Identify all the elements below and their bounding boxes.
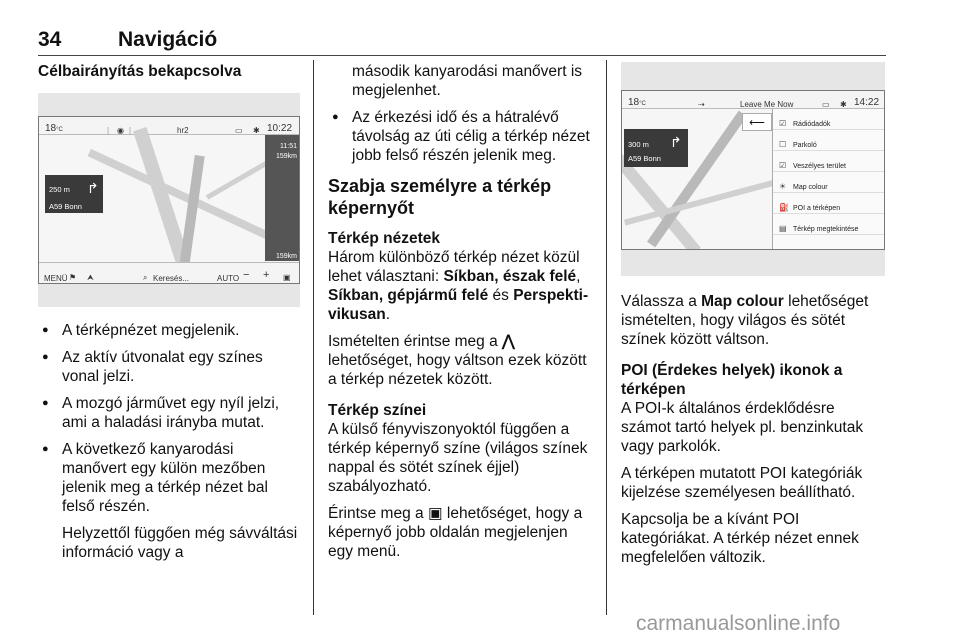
map-view-icon: ▤ [779, 224, 787, 233]
chapter-title: Navigáció [118, 28, 218, 51]
clock: 14:22 [854, 97, 880, 108]
text: és [488, 287, 514, 304]
text: . [385, 306, 391, 323]
paragraph: második kanyarodási manővert is megjelenhet. [352, 63, 583, 99]
text: lehetőséget, hogy a képernyő jobb oldalán megjelenjen egy menü. [328, 505, 583, 560]
temperature: 18 [628, 97, 640, 108]
turn-right-icon: ↱ [87, 180, 99, 196]
text: Három különböző térkép nézet közül lehet választani: [328, 249, 580, 285]
column-divider [606, 60, 607, 615]
bold-text: Map colour [701, 293, 784, 310]
flag-icon[interactable]: ⚑ [69, 273, 77, 282]
nav-screen [38, 116, 300, 284]
menu-item-danger-zone[interactable] [773, 151, 884, 172]
map-screenshot [38, 93, 300, 307]
paragraph: A POI-k általános érdeklődésre számot tartó helyek pl. benzinkutak vagy parkolók. [621, 400, 864, 455]
turn-maneuver-box [624, 129, 688, 167]
turn-maneuver-box [45, 175, 103, 213]
map-menu-icon: ▣ [427, 505, 443, 522]
text: lehetőséget ismételten, hogy világos és sötét színek között váltson. [621, 293, 869, 348]
text: , [576, 268, 581, 285]
text: Válassza a [621, 293, 702, 310]
view-toggle-icon: ⋀ [502, 333, 515, 350]
paragraph: Kapcsolja be a kívánt POI kategóriákat. A térkép nézet ennek megfelelően változik. [621, 511, 859, 566]
road-label: hr2 [177, 126, 189, 135]
page-header [38, 26, 886, 56]
turn-road-name: A59 Bonn [628, 154, 661, 163]
menu-item-label: Map colour [793, 184, 828, 191]
paragraph: A térképen mutatott POI kategóriák kijelzése személyesen beállítható. [621, 465, 863, 501]
gear-icon: ✱ [840, 100, 847, 109]
menu-item-map-colour[interactable] [773, 172, 884, 193]
menu-item-parking[interactable] [773, 130, 884, 151]
zoom-in-icon[interactable]: + [263, 269, 270, 281]
temperature-unit: °C [56, 127, 63, 133]
right-column [621, 62, 885, 575]
view-mode-icon[interactable]: ⮝ [87, 273, 94, 282]
menu-item-label: POI a térképen [793, 205, 841, 212]
status-bar: 18°C | ◉ | hr2 ▭ ✱ 10:22 [39, 117, 299, 135]
location-icon: ◉ [117, 126, 124, 135]
screen-title: Leave Me Now [740, 100, 794, 109]
list-item: ● A térképnézet megjelenik. [38, 321, 300, 340]
column-divider [313, 60, 314, 615]
paragraph: Helyzettől függően még sávváltási információ vagy a [62, 525, 298, 561]
checkbox-icon: ☑ [779, 161, 787, 170]
bold-text: Síkban, gépjármű felé [328, 287, 489, 304]
list-item: ● A mozgó járművet egy nyíl jelzi, ami a haladási irányba mutat. [38, 394, 300, 432]
paragraph [328, 504, 594, 561]
arrival-time: 11:51 [280, 143, 297, 150]
map-area[interactable] [39, 135, 299, 262]
turn-distance: 300 m [628, 140, 649, 149]
turn-right-icon: ↱ [670, 134, 682, 150]
left-column [38, 62, 300, 570]
usb-icon: ⇢ [698, 100, 705, 109]
page-number: 34 [38, 28, 62, 51]
map-menu-screenshot [621, 62, 885, 276]
phone-icon: ▭ [235, 126, 243, 135]
menu-item-label: Rádiódadók [793, 121, 831, 128]
text: Érintse meg a [328, 505, 428, 522]
phone-icon: ▭ [822, 100, 830, 109]
map-side-menu [772, 109, 884, 249]
subheading: Térkép színei [328, 402, 427, 419]
menu-item-label: Térkép megtekintése [793, 226, 859, 233]
section-heading: Célbairányítás bekapcsolva [38, 63, 242, 80]
text: Ismételten érintse meg a [328, 333, 503, 350]
list-item: ● Az érkezési idő és a hátralévő távolság az úti célig a térkép nézet jobb felső részén jelenik meg. [328, 108, 594, 165]
remaining-distance-bottom: 159km [275, 253, 297, 260]
paragraph [328, 248, 594, 324]
menu-item-label: Parkoló [793, 142, 817, 149]
turn-road-name: A59 Bonn [49, 202, 82, 211]
search-icon: ⌕ [143, 273, 148, 282]
sun-icon: ☀ [779, 182, 787, 191]
checkbox-icon: ☑ [779, 119, 787, 128]
status-bar [622, 91, 884, 109]
temperature: 18 [45, 123, 57, 134]
clock: 10:22 [267, 123, 293, 134]
menu-item-label: Veszélyes terület [793, 163, 846, 170]
menu-button[interactable]: MENÜ [44, 274, 68, 283]
zoom-out-icon[interactable]: − [243, 269, 250, 281]
map-menu-icon[interactable]: ▣ [283, 273, 291, 282]
section-heading: Szabja személyre a térkép képernyőt [328, 176, 552, 218]
bottom-bar [39, 262, 299, 283]
paragraph [328, 332, 594, 389]
paragraph [621, 292, 885, 349]
paragraph: A külső fényviszonyoktól függően a térkép képernyő színe (világos színek nappal és sötét színek éjjel) szabályozható. [328, 421, 588, 495]
back-arrow-icon[interactable]: ⟵ [742, 113, 772, 131]
temperature-unit: °C [639, 101, 646, 107]
map-area[interactable] [622, 109, 772, 249]
poi-icon: ⛽ [779, 203, 789, 212]
arrival-info-panel [265, 135, 299, 261]
search-field[interactable]: Keresés... [153, 274, 190, 283]
zoom-auto-button[interactable]: AUTO [217, 274, 240, 283]
turn-distance: 250 m [49, 185, 70, 194]
nav-screen [621, 90, 885, 250]
list-item: ● Az aktív útvonalat egy színes vonal jelzi. [38, 348, 300, 386]
bold-text: Perspektivikusan [328, 287, 589, 323]
text: lehetőséget, hogy váltson ezek között a térkép nézetek között. [328, 352, 587, 388]
menu-item-radio-stations[interactable] [773, 109, 884, 130]
menu-item-poi-on-map[interactable] [773, 193, 884, 214]
checkbox-icon: ☐ [779, 140, 787, 149]
middle-column [328, 62, 594, 569]
subheading: Térkép nézetek [328, 230, 440, 247]
subheading: POI (Érdekes helyek) ikonok a térképen [621, 362, 843, 398]
remaining-distance: 159km [275, 153, 297, 160]
gear-icon: ✱ [253, 126, 260, 135]
menu-item-map-view[interactable] [773, 214, 884, 235]
list-item: ● A következő kanyarodási manővert egy külön mezőben jelenik meg a térkép nézet bal felső részén. [38, 440, 300, 516]
bold-text: Síkban, észak felé [443, 268, 577, 285]
watermark: carmanualsonline.info [636, 612, 841, 635]
